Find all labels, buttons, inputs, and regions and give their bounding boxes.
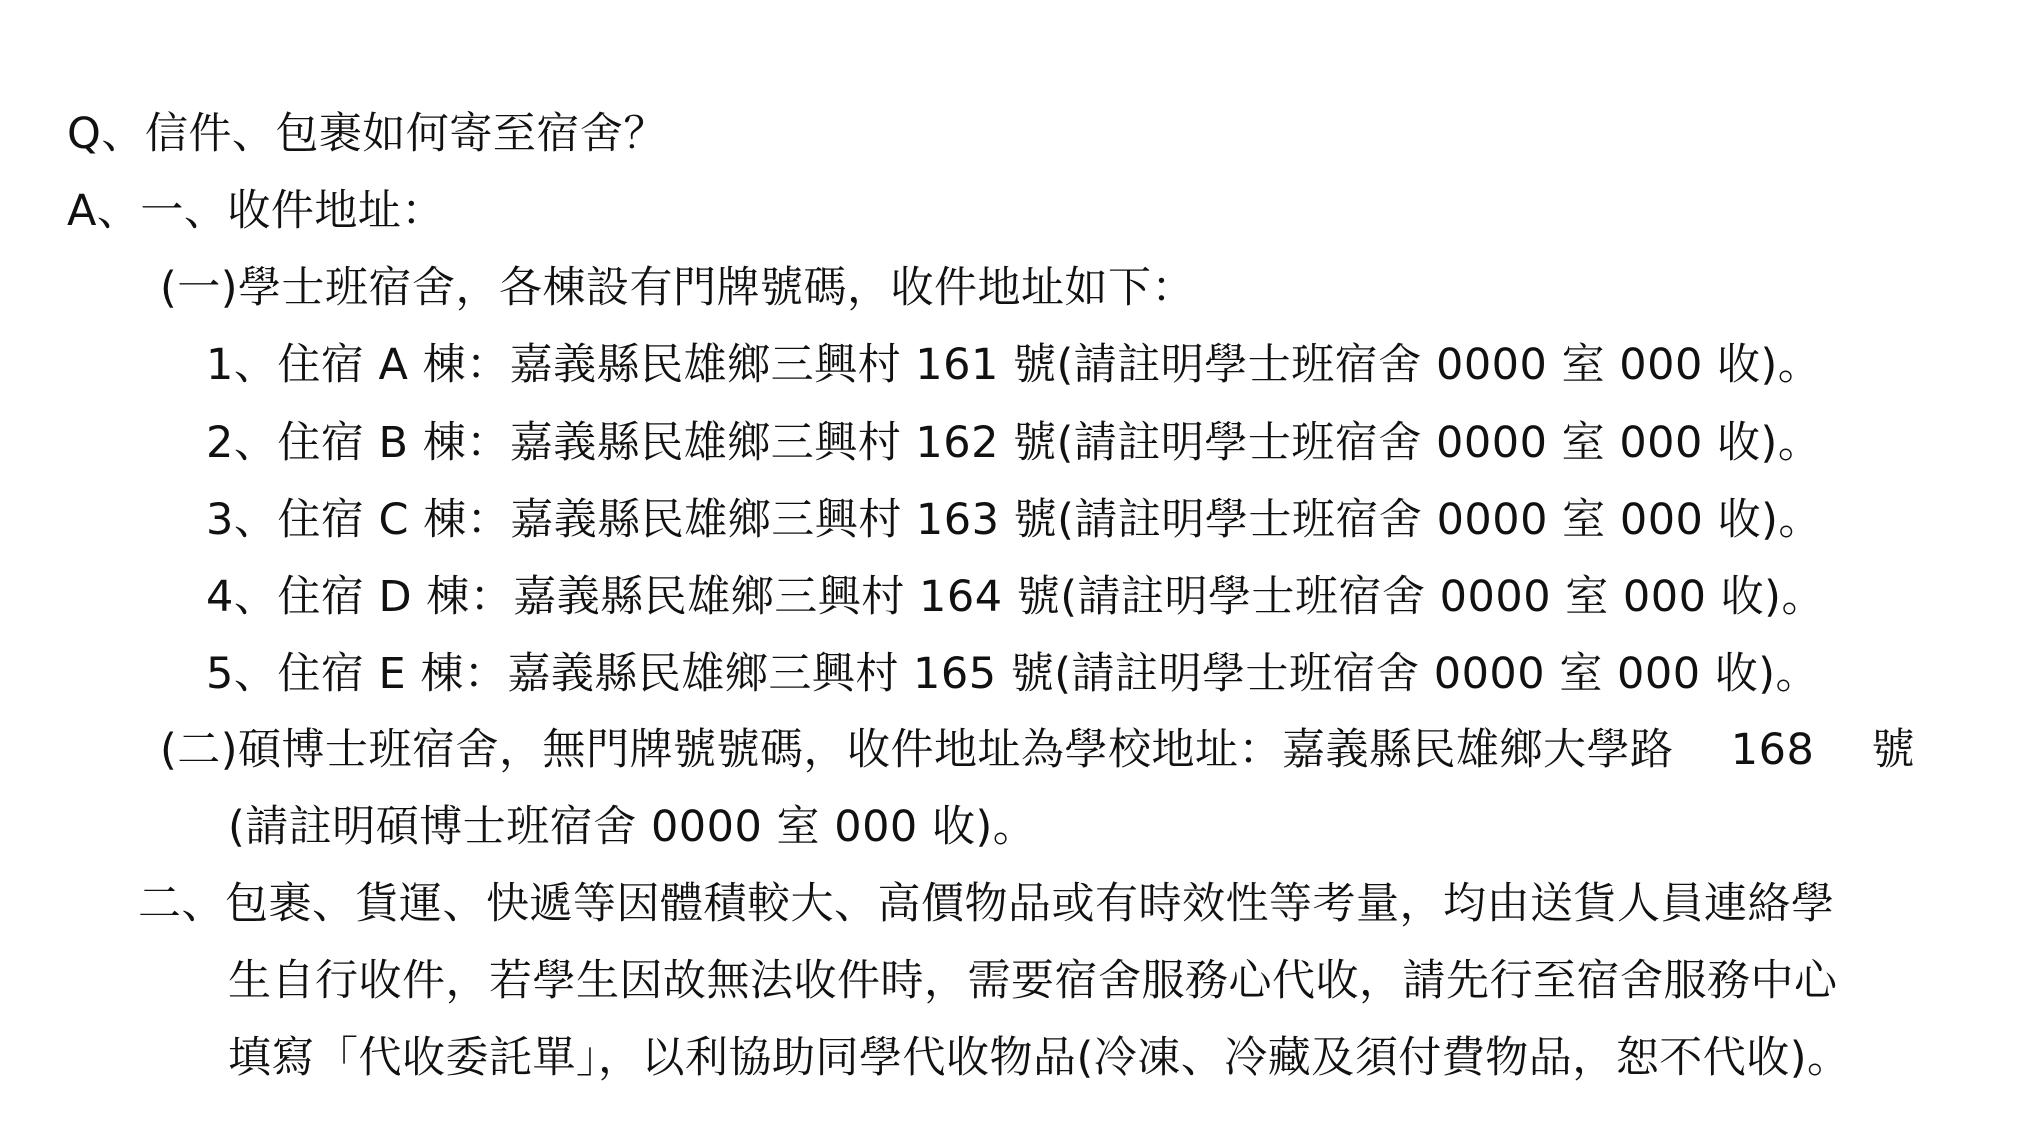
question-line: Q、信件、包裹如何寄至宿舍？ (67, 109, 667, 159)
graduate-dorm-address-suffix: 號 (1871, 725, 1915, 775)
graduate-dorm-line-2: (請註明碩博士班宿舍 0000 室 000 收)。 (228, 802, 1037, 852)
answer-heading: A、一、收件地址： (67, 186, 445, 236)
graduate-dorm-address-text: (二)碩博士班宿舍，無門牌號號碼，收件地址為學校地址：嘉義縣民雄鄉大學路 (160, 725, 1674, 775)
graduate-dorm-line-1 (160, 720, 1915, 780)
section-two-line-3: 填寫「代收委託單」，以利協助同學代收物品(冷凍、冷藏及須付費物品，恕不代收)。 (228, 1033, 1851, 1083)
section-two-line-1: 二、包裹、貨運、快遞等因體積較大、高價物品或有時效性等考量，均由送貨人員連絡學 (138, 879, 1835, 929)
graduate-dorm-address-number: 168 (1730, 725, 1815, 775)
section-two-line-2: 生自行收件，若學生因故無法收件時，需要宿舍服務心代收，請先行至宿舍服務中心 (228, 956, 1838, 1006)
address-item-building-b: 2、住宿 B 棟：嘉義縣民雄鄉三興村 162 號(請註明學士班宿舍 0000 室 000 收)。 (206, 418, 1822, 468)
address-item-building-a: 1、住宿 A 棟：嘉義縣民雄鄉三興村 161 號(請註明學士班宿舍 0000 室 000 收)。 (206, 340, 1822, 390)
undergrad-dorm-title: (一)學士班宿舍，各棟設有門牌號碼，收件地址如下： (160, 263, 1196, 313)
address-item-building-c: 3、住宿 C 棟：嘉義縣民雄鄉三興村 163 號(請註明學士班宿舍 0000 室 000 收)。 (206, 495, 1822, 545)
address-item-building-d: 4、住宿 D 棟：嘉義縣民雄鄉三興村 164 號(請註明學士班宿舍 0000 室 000 收)。 (206, 572, 1825, 622)
address-item-building-e: 5、住宿 E 棟：嘉義縣民雄鄉三興村 165 號(請註明學士班宿舍 0000 室 000 收)。 (206, 649, 1820, 699)
